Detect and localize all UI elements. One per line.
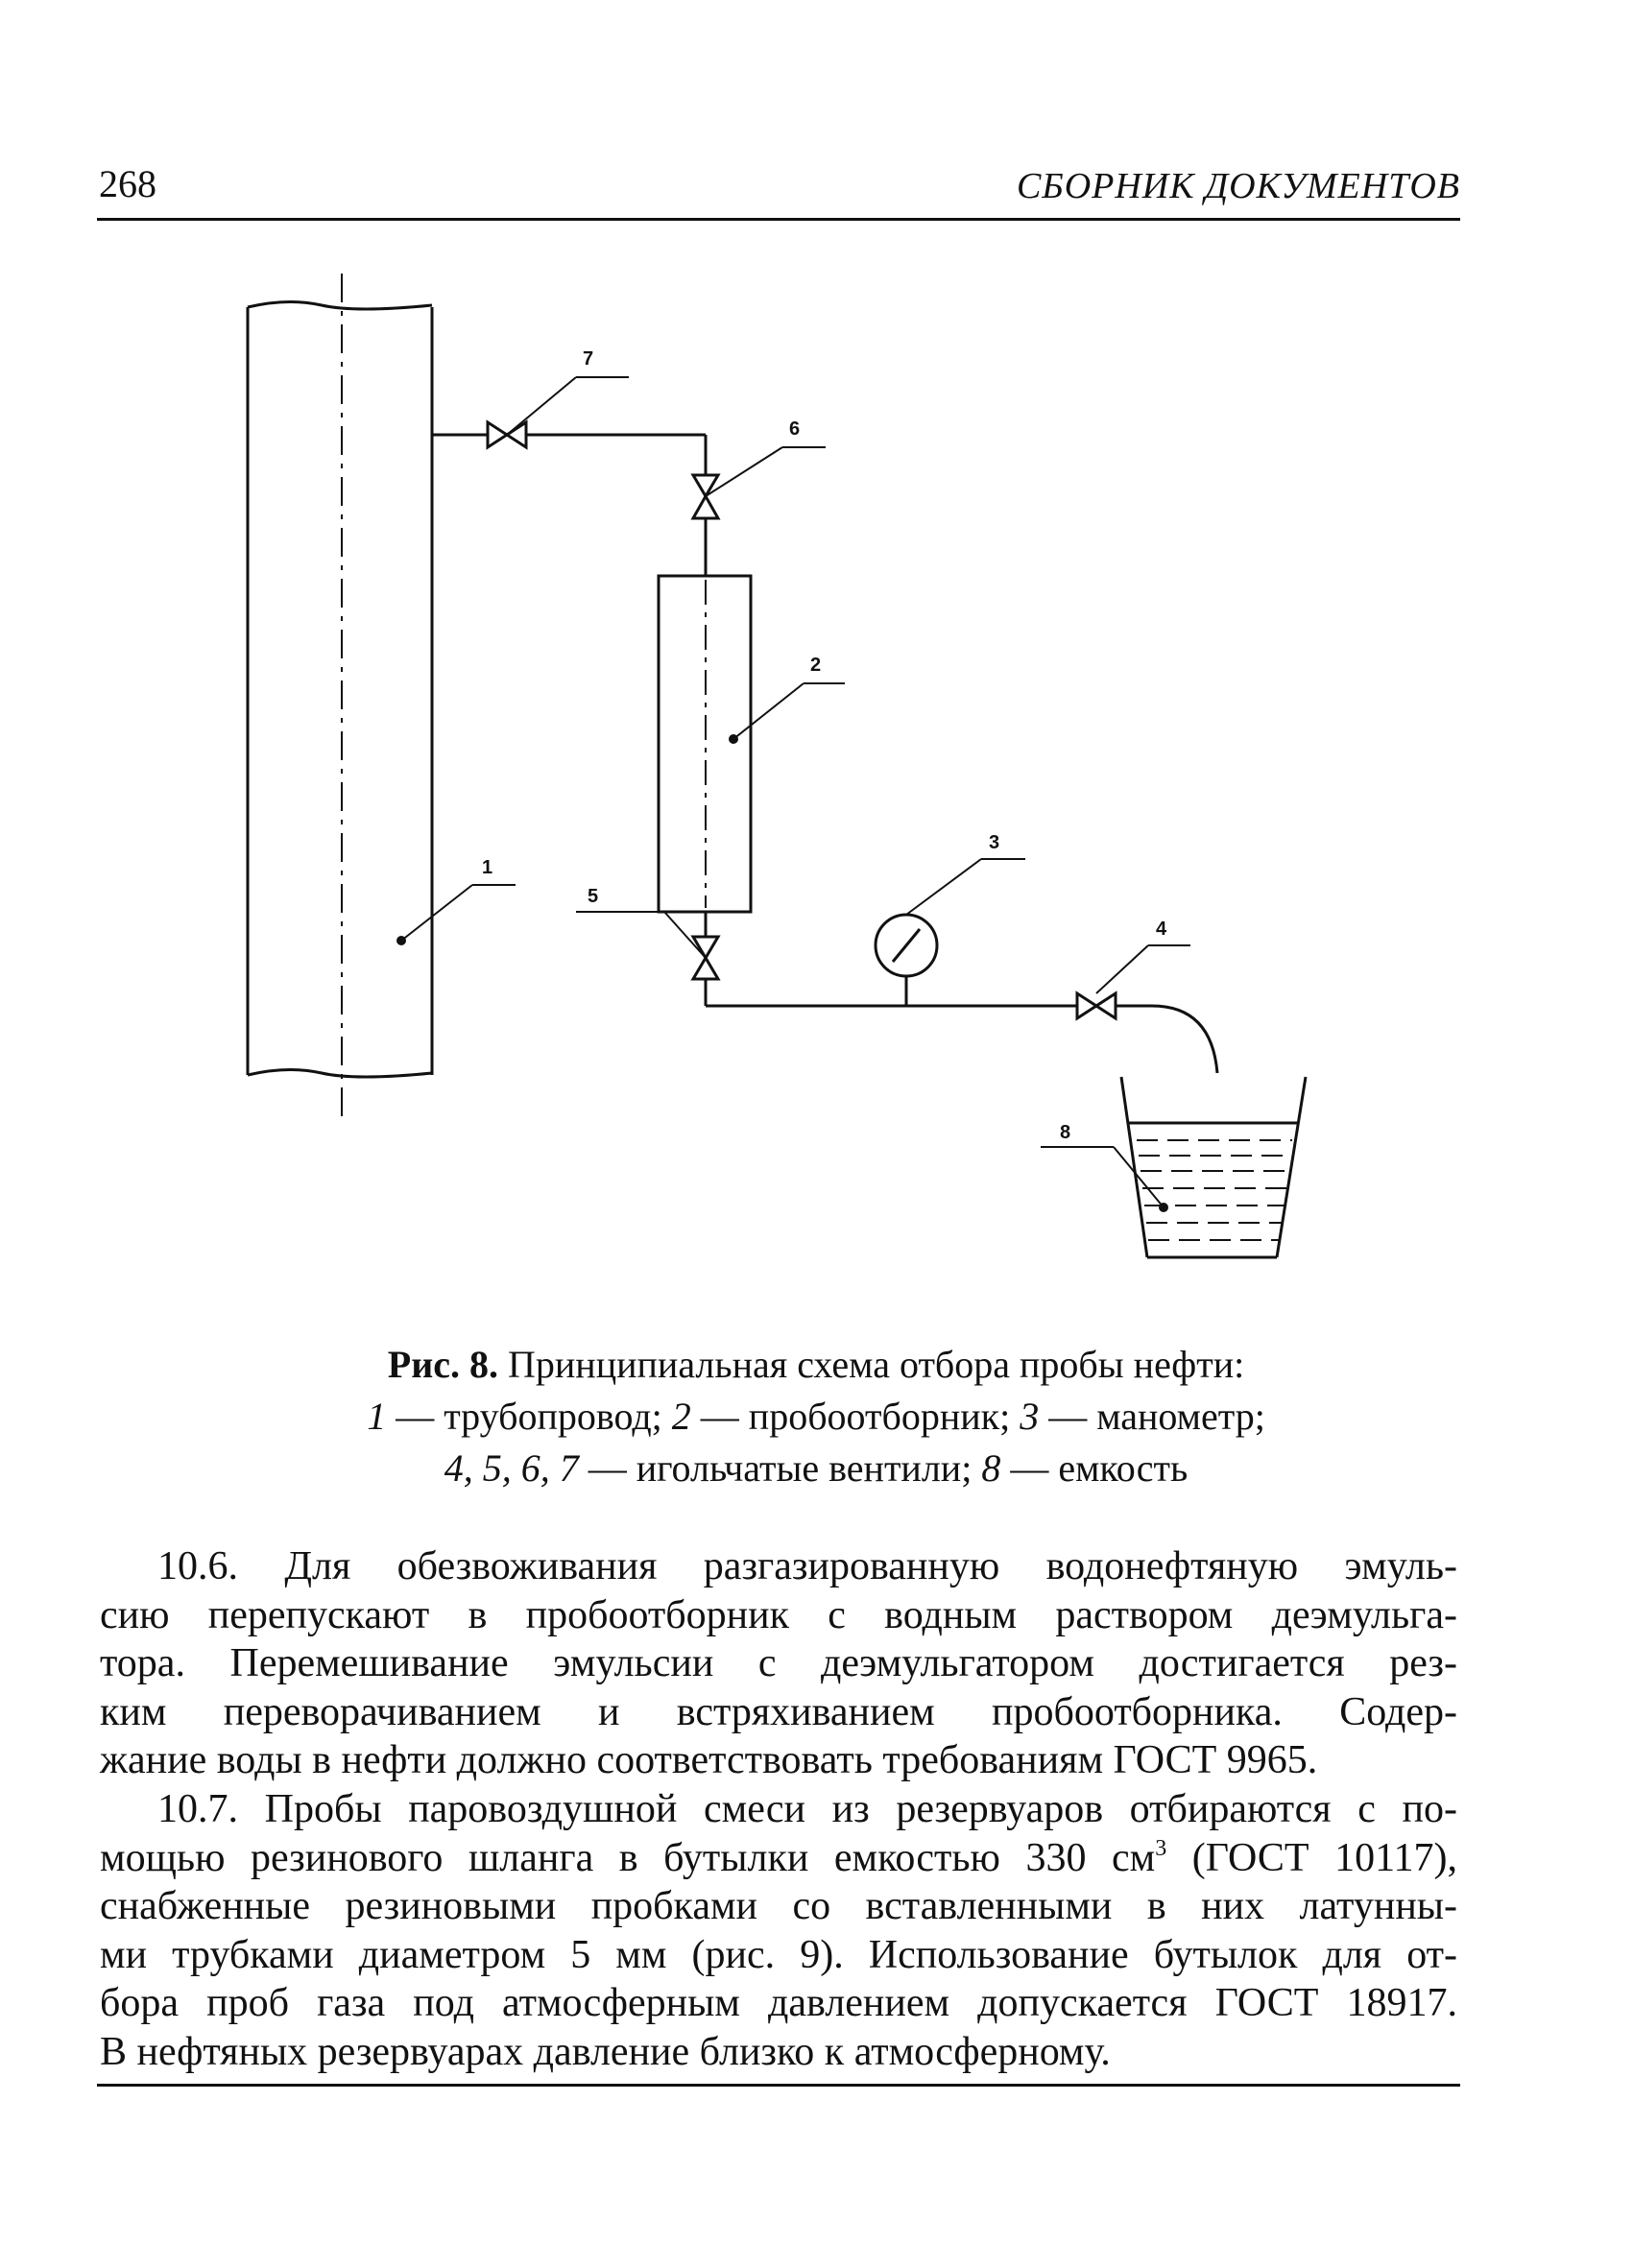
legend-text-1: — трубопровод; (386, 1395, 672, 1438)
running-title: СБОРНИК ДОКУМЕНТОВ (1016, 166, 1460, 206)
label-2: 2 (810, 655, 822, 676)
legend-num-2: 2 (671, 1395, 691, 1438)
label-1: 1 (482, 857, 493, 878)
label-7: 7 (583, 348, 594, 370)
paragraph-line: тора. Перемешивание эмульсии с деэмульгатором достигается рез- (100, 1641, 1457, 1686)
valve-5 (693, 912, 718, 1006)
paragraph-10-6 (100, 1542, 1457, 1785)
leader-dots (396, 734, 1168, 1212)
paragraph-line: снабженные резиновыми пробками со вставленными в них латунны- (100, 1884, 1457, 1929)
label-3: 3 (989, 832, 1000, 853)
label-6: 6 (789, 418, 801, 440)
pipeline (248, 274, 432, 1118)
caption-title-text: Принципиальная схема отбора пробы нефти: (498, 1343, 1245, 1386)
label-8: 8 (1060, 1122, 1071, 1143)
paragraph-line: сию перепускают в пробоотборник с водным раствором деэмульга- (100, 1592, 1457, 1637)
valve-6 (693, 475, 718, 518)
legend-num-4567: 4, 5, 6, 7 (444, 1446, 579, 1490)
valve-4 (1077, 993, 1116, 1018)
figure-caption (144, 1339, 1488, 1494)
legend-num-3: 3 (1020, 1395, 1040, 1438)
line-text: мощью резинового шланга в бутылки емкостью 330 см (100, 1835, 1156, 1880)
legend-num-1: 1 (367, 1395, 387, 1438)
paragraph-line: В нефтяных резервуарах давление близко к атмосферному. (100, 2029, 1111, 2074)
paragraph-line: бора проб газа под атмосферным давлением допускается ГОСТ 18917. (100, 1981, 1457, 2026)
label-5: 5 (588, 886, 599, 907)
upper-pipe (432, 435, 706, 576)
caption-legend-line-1 (144, 1391, 1488, 1443)
paragraph-line: 10.6. Для обезвоживания разгазированную водонефтяную эмуль- (157, 1544, 1457, 1588)
paragraph-line: ким переворачиванием и встряхиванием пробоотборника. Содер- (100, 1689, 1457, 1734)
lower-pipe (706, 977, 1217, 1073)
superscript: 3 (1155, 1835, 1167, 1861)
paragraph-line: жание воды в нефти должно соответствовать требованиям ГОСТ 9965. (100, 1738, 1318, 1783)
footer-rule (97, 2084, 1460, 2087)
paragraph-line: 10.7. Пробы паровоздушной смеси из резервуаров отбираются с по- (157, 1786, 1457, 1831)
manometer (876, 915, 937, 976)
paragraph-line: ми трубками диаметром 5 мм (рис. 9). Использование бутылок для от- (100, 1932, 1457, 1977)
container (1121, 1077, 1306, 1257)
page-number: 268 (99, 162, 156, 205)
caption-figure-number: Рис. 8. (387, 1343, 498, 1386)
line-text: (ГОСТ 10117), (1166, 1835, 1457, 1880)
legend-text-4567: — игольчатые вентили; (578, 1446, 982, 1490)
leader-lines (401, 377, 1190, 1207)
paragraph-10-7 (100, 1785, 1457, 2077)
legend-num-8: 8 (981, 1446, 1001, 1490)
legend-text-2: — пробоотборник; (690, 1395, 1021, 1438)
caption-legend-line-2 (144, 1443, 1488, 1494)
label-4: 4 (1156, 919, 1167, 940)
paragraph-line (100, 1834, 1457, 1883)
sampler (659, 576, 751, 912)
legend-text-3: — манометр; (1039, 1395, 1265, 1438)
caption-title (144, 1339, 1488, 1391)
legend-text-8: — емкость (1000, 1446, 1189, 1490)
body-text (100, 1542, 1457, 2077)
